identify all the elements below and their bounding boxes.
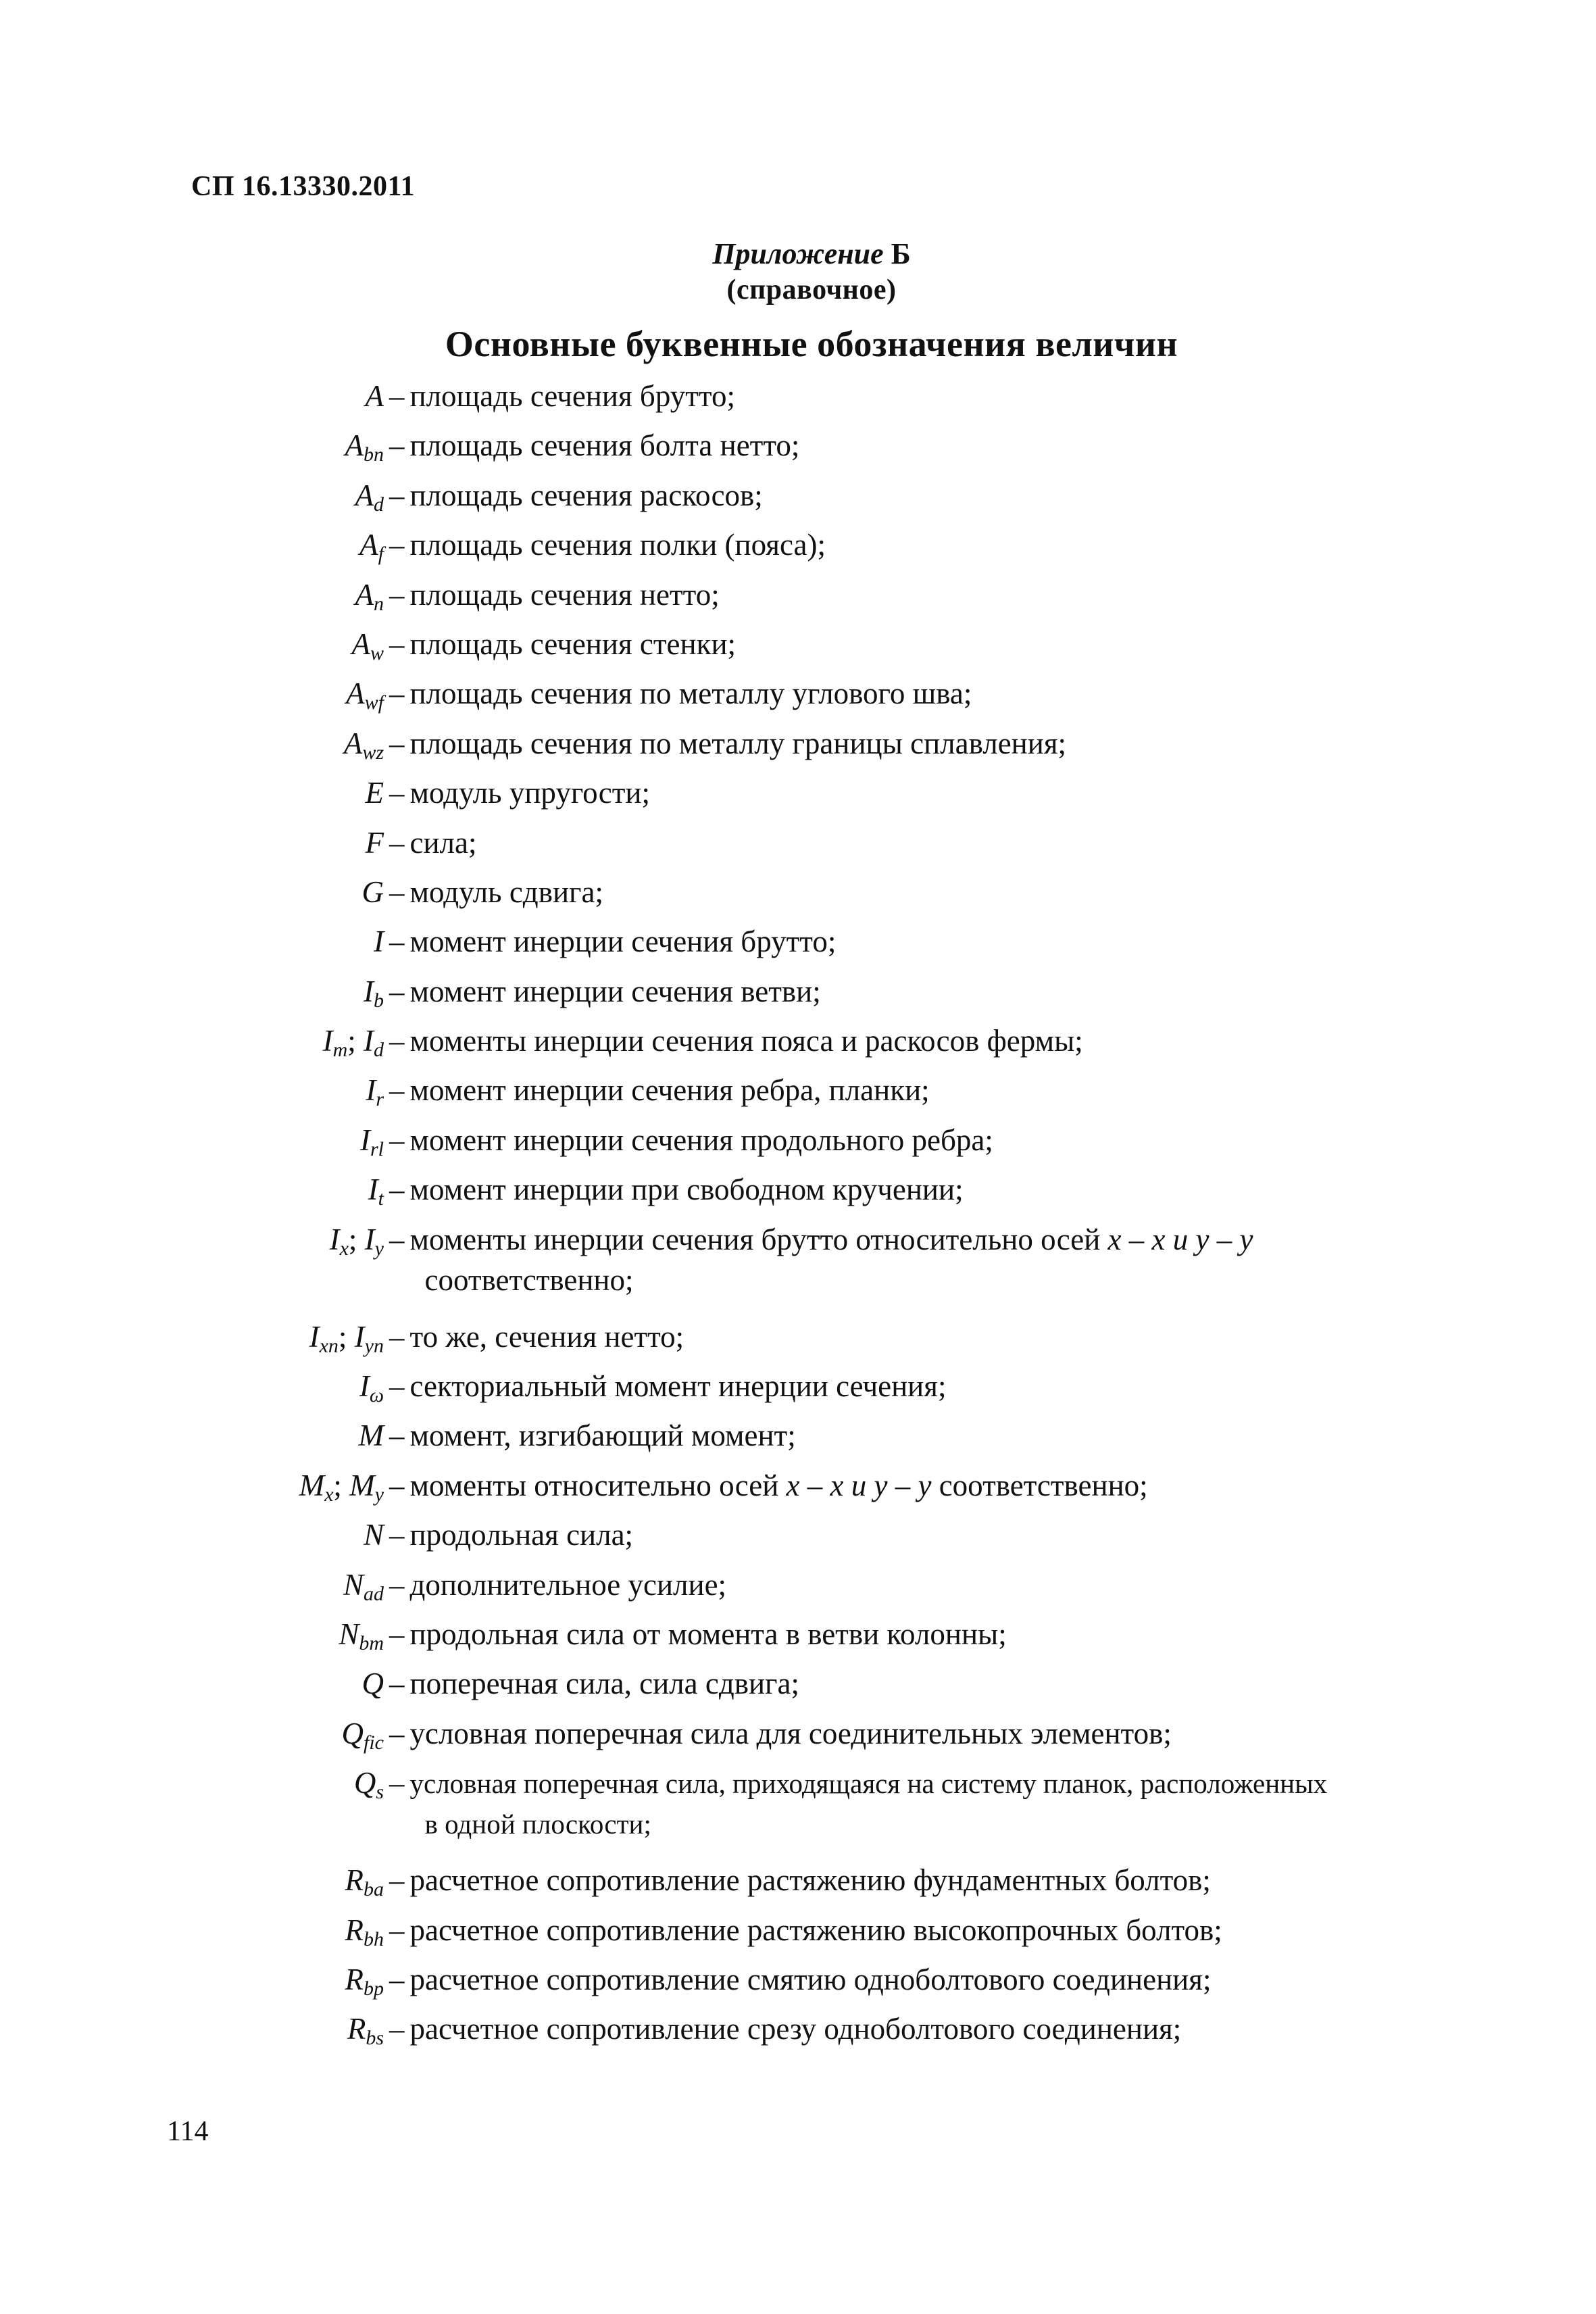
symbol-description	[410, 1763, 1596, 1844]
symbol-description	[410, 872, 1596, 912]
symbol-letter: Q	[361, 1667, 384, 1701]
symbol-letter: N	[339, 1617, 359, 1651]
list-item	[0, 1120, 1596, 1169]
dash: –	[389, 577, 405, 612]
list-item	[0, 1565, 1596, 1614]
symbol	[0, 376, 384, 416]
symbol	[0, 1070, 384, 1110]
symbol-letter: I	[364, 1222, 375, 1256]
axes-notation: x – x и y – y	[1107, 1222, 1253, 1256]
description-text: расчетное сопротивление растяжению фундаментных болтов;	[409, 1863, 1211, 1898]
symbol	[0, 1366, 384, 1406]
list-item	[0, 524, 1596, 574]
symbol-letter: I	[359, 1123, 370, 1157]
description-text: условная поперечная сила, приходящаяся на систему планок, расположенных	[409, 1768, 1328, 1800]
symbol-letter: M	[299, 1468, 325, 1502]
symbol	[0, 1120, 384, 1160]
symbol-subscript: wf	[364, 691, 384, 714]
dash: –	[389, 925, 405, 959]
symbol-description	[410, 1415, 1596, 1456]
list-item	[0, 624, 1596, 673]
symbol-description	[410, 1070, 1596, 1110]
symbol-description	[410, 772, 1596, 813]
dash: –	[389, 1913, 405, 1947]
description-text: модуль упругости;	[409, 776, 650, 810]
dash: –	[389, 974, 405, 1008]
axes-notation: x – x и y – y	[786, 1468, 932, 1502]
dash: –	[389, 1222, 405, 1256]
symbol-separator: ;	[348, 1222, 365, 1256]
symbol-description	[410, 1565, 1596, 1605]
symbol-description	[410, 673, 1596, 714]
symbol-subscript: y	[374, 1483, 384, 1506]
list-item	[0, 1415, 1596, 1464]
symbol-description	[410, 1465, 1596, 1506]
description-text: момент инерции сечения продольного ребра;	[409, 1123, 993, 1157]
symbol-description	[410, 1169, 1596, 1210]
symbol	[0, 971, 384, 1012]
symbol	[0, 475, 384, 516]
list-item	[0, 1663, 1596, 1713]
dash: –	[389, 626, 405, 661]
dash: –	[389, 726, 405, 760]
symbol-description	[410, 1663, 1596, 1704]
symbol-letter: I	[359, 1369, 370, 1404]
dash: –	[389, 825, 405, 860]
symbol-description	[410, 1614, 1596, 1654]
list-item	[0, 822, 1596, 872]
list-item	[0, 1366, 1596, 1415]
symbol-description	[410, 475, 1596, 516]
symbol	[0, 1169, 384, 1210]
dash: –	[389, 478, 405, 512]
symbol-letter: I	[374, 925, 384, 959]
description-text: момент, изгибающий момент;	[409, 1419, 796, 1453]
description-text: площадь сечения полки (пояса);	[409, 528, 826, 562]
symbol-subscript: x	[339, 1237, 349, 1260]
description-text: поперечная сила, сила сдвига;	[409, 1667, 799, 1701]
dash: –	[389, 1617, 405, 1651]
symbol-letter: A	[345, 428, 364, 463]
description-text: моменты относительно осей	[409, 1468, 779, 1502]
symbol-letter: A	[355, 577, 374, 612]
symbol	[0, 1910, 384, 1950]
symbol-letter: N	[343, 1567, 364, 1602]
symbol	[0, 1415, 384, 1456]
description-text: расчетное сопротивление смятию одноболтового соединения;	[409, 1962, 1212, 1996]
symbol-subscript: bm	[359, 1631, 384, 1654]
symbol	[0, 1763, 384, 1803]
description-text: площадь сечения брутто;	[409, 379, 735, 413]
symbol-description	[410, 1713, 1596, 1754]
symbol-description	[410, 1860, 1596, 1900]
appendix-word: Приложение	[712, 237, 884, 270]
symbol-description	[410, 425, 1596, 466]
description-text: момент инерции при свободном кручении;	[409, 1173, 964, 1207]
symbol-letter: I	[368, 1173, 378, 1207]
list-item	[0, 723, 1596, 772]
symbol-letter: I	[364, 974, 374, 1008]
symbol-subscript: bn	[364, 443, 384, 466]
description-text: условная поперечная сила для соединительных элементов;	[409, 1716, 1172, 1750]
list-item	[0, 376, 1596, 425]
symbol-subscript: x	[324, 1483, 334, 1506]
list-item	[0, 1219, 1596, 1316]
appendix-title	[0, 237, 1596, 271]
symbol-subscript: bp	[364, 1977, 384, 2000]
symbol-subscript: y	[374, 1237, 384, 1260]
list-item	[0, 1910, 1596, 1959]
dash: –	[389, 1319, 405, 1354]
list-item	[0, 1959, 1596, 2009]
list-item	[0, 1169, 1596, 1218]
symbol	[0, 574, 384, 615]
symbol-subscript: d	[374, 1039, 384, 1062]
symbol-subscript: w	[370, 641, 384, 664]
symbol-subscript: ad	[364, 1582, 384, 1605]
symbol-description	[410, 574, 1596, 615]
section-title: Основные буквенные обозначения величин	[445, 324, 1178, 364]
dash: –	[389, 1716, 405, 1750]
description-text: продольная сила от момента в ветви колонны;	[409, 1617, 1007, 1651]
symbol-description	[410, 1515, 1596, 1555]
symbol-letter: Q	[341, 1716, 364, 1750]
symbol-letter: A	[343, 726, 363, 760]
dash: –	[389, 1962, 405, 1996]
symbol-subscript: ba	[364, 1878, 384, 1901]
description-text: момент инерции сечения ребра, планки;	[409, 1073, 930, 1108]
symbol-description	[410, 971, 1596, 1012]
symbol-description	[410, 1366, 1596, 1406]
symbol	[0, 1663, 384, 1704]
description-text: момент инерции сечения брутто;	[409, 925, 837, 959]
symbol-description	[410, 1316, 1596, 1357]
symbol-description	[410, 624, 1596, 664]
symbol-letter: Q	[353, 1766, 376, 1800]
symbol-list	[0, 376, 1596, 2059]
list-item	[0, 971, 1596, 1020]
list-item	[0, 425, 1596, 474]
symbol-description	[410, 1910, 1596, 1950]
symbol	[0, 1465, 384, 1506]
symbol	[0, 425, 384, 466]
description-text: модуль сдвига;	[409, 875, 603, 909]
symbol-subscript: ω	[369, 1384, 384, 1407]
symbol-letter: N	[363, 1518, 384, 1552]
symbol-letter: A	[355, 478, 374, 512]
symbol	[0, 1316, 384, 1357]
symbol-subscript: f	[378, 543, 384, 566]
symbol-letter: I	[309, 1319, 320, 1354]
symbol-letter: R	[345, 1962, 364, 1996]
description-text: площадь сечения по металлу углового шва;	[409, 676, 972, 711]
list-item	[0, 1316, 1596, 1366]
symbol-letter: R	[345, 1913, 364, 1947]
list-item	[0, 921, 1596, 970]
symbol	[0, 1515, 384, 1555]
list-item	[0, 772, 1596, 822]
document-header: СП 16.13330.2011	[191, 171, 416, 202]
symbol-subscript: bh	[364, 1927, 384, 1950]
symbol-letter: G	[361, 875, 384, 909]
description-text: сила;	[409, 825, 477, 860]
symbol	[0, 1219, 384, 1260]
description-text: моменты инерции сечения пояса и раскосов фермы;	[409, 1024, 1083, 1058]
dash: –	[389, 676, 405, 711]
symbol-subscript: r	[376, 1088, 384, 1111]
symbol	[0, 1959, 384, 2000]
description-text: секториальный момент инерции сечения;	[409, 1369, 947, 1404]
symbol	[0, 673, 384, 714]
dash: –	[389, 875, 405, 909]
symbol-description	[410, 2009, 1596, 2049]
symbol-subscript: yn	[364, 1334, 384, 1357]
page-number: 114	[167, 2116, 209, 2147]
dash: –	[389, 1863, 405, 1898]
symbol-subscript: n	[374, 592, 384, 615]
symbol-description	[410, 1219, 1596, 1300]
symbol	[0, 822, 384, 863]
appendix-letter: Б	[891, 237, 911, 270]
symbol-letter: A	[365, 379, 384, 413]
list-item	[0, 1713, 1596, 1763]
symbol-subscript: t	[378, 1187, 384, 1210]
symbol-description	[410, 1959, 1596, 2000]
symbol	[0, 1020, 384, 1061]
description-text: то же, сечения нетто;	[409, 1319, 684, 1354]
description-text: момент инерции сечения ветви;	[409, 974, 821, 1008]
description-continuation: в одной плоскости;	[424, 1808, 651, 1840]
symbol-subscript: b	[374, 989, 384, 1012]
symbol-letter: R	[347, 2012, 366, 2046]
description-text: площадь сечения раскосов;	[409, 478, 763, 512]
symbol	[0, 723, 384, 764]
description-text: моменты инерции сечения брутто относительно осей	[409, 1222, 1101, 1256]
dash: –	[389, 2012, 405, 2046]
symbol-letter: A	[351, 626, 370, 661]
description-text: расчетное сопротивление растяжению высокопрочных болтов;	[409, 1913, 1222, 1947]
symbol	[0, 1860, 384, 1900]
description-text: дополнительное усилие;	[409, 1567, 727, 1602]
symbol	[0, 772, 384, 813]
list-item	[0, 1070, 1596, 1119]
dash: –	[389, 1518, 405, 1552]
symbol-description	[410, 524, 1596, 565]
dash: –	[389, 1468, 405, 1502]
description-text: площадь сечения болта нетто;	[409, 428, 800, 463]
symbol-letter: R	[345, 1863, 364, 1898]
symbol-letter: I	[364, 1024, 374, 1058]
appendix-type: (справочное)	[726, 274, 897, 305]
symbol-subscript: xn	[319, 1334, 339, 1357]
symbol-separator: ;	[333, 1468, 350, 1502]
symbol-separator: ;	[347, 1024, 364, 1058]
symbol-description	[410, 723, 1596, 764]
dash: –	[389, 1667, 405, 1701]
symbol-subscript: fic	[364, 1731, 384, 1754]
symbol-letter: I	[322, 1024, 333, 1058]
dash: –	[389, 1419, 405, 1453]
symbol	[0, 2009, 384, 2049]
dash: –	[389, 776, 405, 810]
symbol	[0, 624, 384, 664]
symbol-letter: A	[359, 528, 378, 562]
dash: –	[389, 428, 405, 463]
symbol-description	[410, 921, 1596, 962]
symbol-letter: A	[346, 676, 365, 711]
dash: –	[389, 1766, 405, 1800]
list-item	[0, 1860, 1596, 1909]
symbol-subscript: s	[376, 1781, 384, 1804]
symbol-description	[410, 822, 1596, 863]
description-text: продольная сила;	[409, 1518, 634, 1552]
list-item	[0, 1465, 1596, 1515]
symbol	[0, 524, 384, 565]
symbol	[0, 921, 384, 962]
list-item	[0, 1020, 1596, 1070]
list-item	[0, 872, 1596, 921]
symbol-letter: I	[329, 1222, 340, 1256]
symbol	[0, 872, 384, 912]
list-item	[0, 1763, 1596, 1860]
dash: –	[389, 1567, 405, 1602]
description-text: площадь сечения по металлу границы сплавления;	[409, 726, 1067, 760]
description-text: площадь сечения стенки;	[409, 626, 737, 661]
dash: –	[389, 1173, 405, 1207]
symbol-subscript: bs	[366, 2027, 384, 2050]
symbol	[0, 1565, 384, 1605]
description-continuation: соответственно;	[424, 1262, 634, 1297]
list-item	[0, 673, 1596, 722]
symbol-letter: I	[354, 1319, 365, 1354]
dash: –	[389, 1369, 405, 1404]
symbol-letter: E	[365, 776, 384, 810]
symbol-description	[410, 376, 1596, 416]
symbol	[0, 1713, 384, 1754]
list-item	[0, 2009, 1596, 2058]
dash: –	[389, 379, 405, 413]
symbol-description	[410, 1020, 1596, 1061]
symbol-letter: M	[358, 1419, 384, 1453]
dash: –	[389, 1073, 405, 1108]
symbol-letter: I	[366, 1073, 376, 1108]
symbol-subscript: wz	[362, 741, 384, 764]
symbol-subscript: m	[332, 1039, 348, 1062]
dash: –	[389, 1123, 405, 1157]
description-text: площадь сечения нетто;	[409, 577, 720, 612]
list-item	[0, 574, 1596, 624]
description-text: расчетное сопротивление срезу одноболтового соединения;	[409, 2012, 1182, 2046]
list-item	[0, 1614, 1596, 1663]
symbol-letter: F	[365, 825, 384, 860]
list-item	[0, 475, 1596, 524]
symbol-separator: ;	[338, 1319, 355, 1354]
dash: –	[389, 1024, 405, 1058]
description-text: соответственно;	[939, 1468, 1148, 1502]
symbol-description	[410, 1120, 1596, 1160]
dash: –	[389, 528, 405, 562]
list-item	[0, 1515, 1596, 1564]
symbol	[0, 1614, 384, 1654]
symbol-subscript: rl	[370, 1137, 384, 1160]
symbol-letter: M	[349, 1468, 375, 1502]
symbol-subscript: d	[374, 493, 384, 516]
